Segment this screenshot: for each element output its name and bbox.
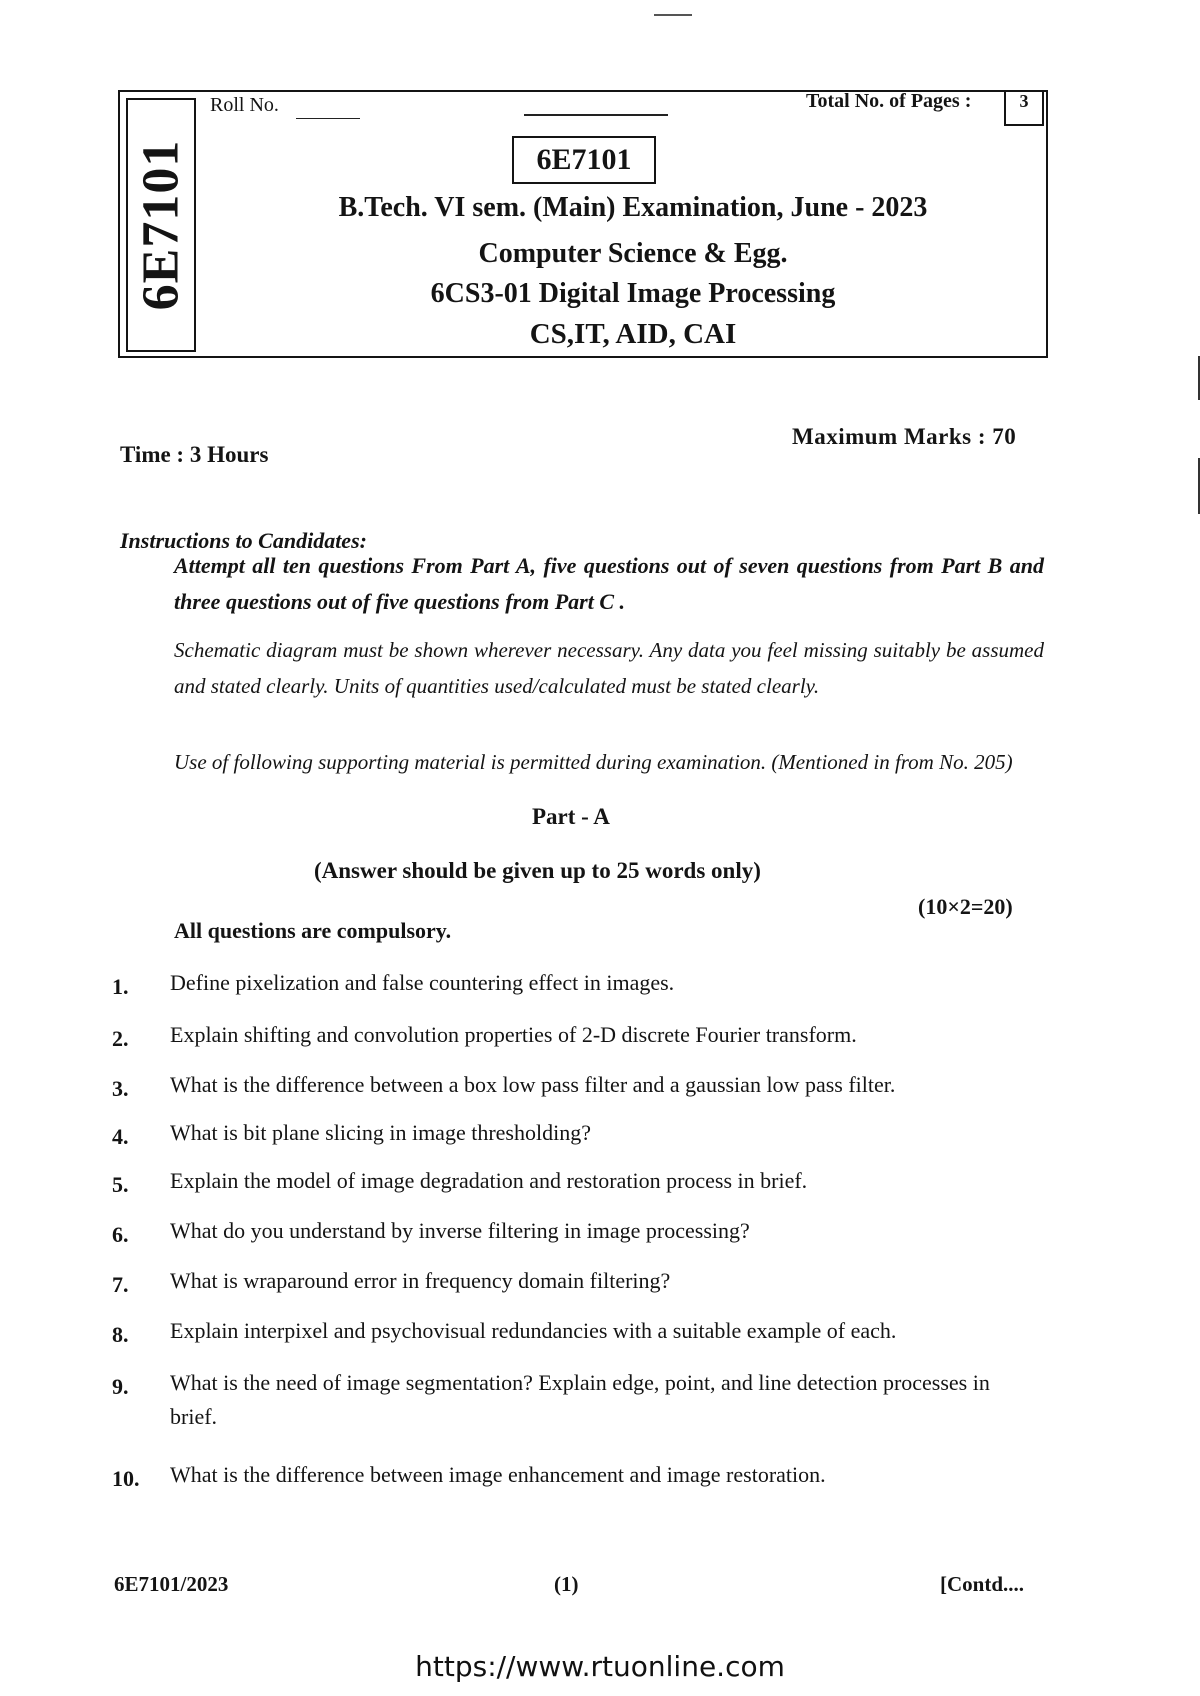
question-number: 10. xyxy=(112,1466,140,1491)
question-number: 2. xyxy=(112,1026,129,1051)
instruction-paragraph: Schematic diagram must be shown wherever necessary. Any data you feel missing suitably be assumed and stated clearly. Units of quantities used/calculated must be stated clearly. xyxy=(174,638,1044,698)
question-text: What is bit plane slicing in image thresholding? xyxy=(170,1120,591,1145)
roll-no-blank xyxy=(296,118,360,119)
question-number: 5. xyxy=(112,1172,129,1197)
part-a-title: Part - A xyxy=(532,804,610,829)
question-text: What do you understand by inverse filtering in image processing? xyxy=(170,1218,750,1243)
side-paper-code: 6E7101 xyxy=(132,139,190,311)
total-pages-value: 3 xyxy=(1004,90,1044,126)
branches: CS,IT, AID, CAI xyxy=(529,318,737,350)
continued-note: [Contd.... xyxy=(940,1572,1025,1596)
department: Computer Science & Egg. xyxy=(478,238,788,269)
question-number: 3. xyxy=(112,1076,129,1101)
time-label: Time : 3 Hours xyxy=(120,442,269,467)
question-number: 7. xyxy=(112,1272,129,1297)
header-rule xyxy=(524,114,668,116)
subject-title: 6CS3-01 Digital Image Processing xyxy=(430,278,836,309)
question-number: 8. xyxy=(112,1322,129,1347)
answer-note: (Answer should be given up to 25 words only) xyxy=(314,858,761,883)
instruction-paragraph: Use of following supporting material is permitted during examination. (Mentioned in from No. 205) xyxy=(174,750,1013,774)
total-pages-label: Total No. of Pages : xyxy=(806,90,972,112)
question-number: 4. xyxy=(112,1124,129,1149)
compulsory-note: All questions are compulsory. xyxy=(174,918,452,943)
marks-scheme: (10×2=20) xyxy=(918,894,1013,919)
question-number: 1. xyxy=(112,974,129,999)
question-text: Explain shifting and convolution properties of 2-D discrete Fourier transform. xyxy=(170,1022,857,1047)
max-marks: Maximum Marks : 70 xyxy=(792,424,1017,449)
exam-title: B.Tech. VI sem. (Main) Examination, June - 2023 xyxy=(338,192,928,223)
footer-paper-code: 6E7101/2023 xyxy=(114,1572,229,1596)
paper-code: 6E7101 xyxy=(512,136,656,184)
question-text: What is the need of image segmentation? Explain edge, point, and line detection processes in brief. xyxy=(170,1370,990,1429)
instructions-heading: Instructions to Candidates: xyxy=(120,528,367,553)
question-number: 6. xyxy=(112,1222,129,1247)
question-text: What is the difference between a box low pass filter and a gaussian low pass filter. xyxy=(170,1072,896,1097)
question-number: 9. xyxy=(112,1374,129,1399)
roll-no-label: Roll No. xyxy=(210,94,279,116)
question-text: What is the difference between image enhancement and image restoration. xyxy=(170,1462,826,1487)
instruction-paragraph: Attempt all ten questions From Part A, five questions out of seven questions from Part B and three questions out of five questions from Part C . xyxy=(174,553,1044,614)
scan-mark xyxy=(654,14,692,16)
question-text: Explain the model of image degradation and restoration process in brief. xyxy=(170,1168,808,1193)
side-code-box xyxy=(126,98,196,352)
question-text: Explain interpixel and psychovisual redundancies with a suitable example of each. xyxy=(170,1318,897,1343)
question-text: Define pixelization and false countering effect in images. xyxy=(170,970,675,995)
website-url[interactable]: https://www.rtuonline.com xyxy=(415,1650,785,1683)
question-text: What is wraparound error in frequency domain filtering? xyxy=(170,1268,671,1293)
page-number: (1) xyxy=(554,1572,579,1596)
